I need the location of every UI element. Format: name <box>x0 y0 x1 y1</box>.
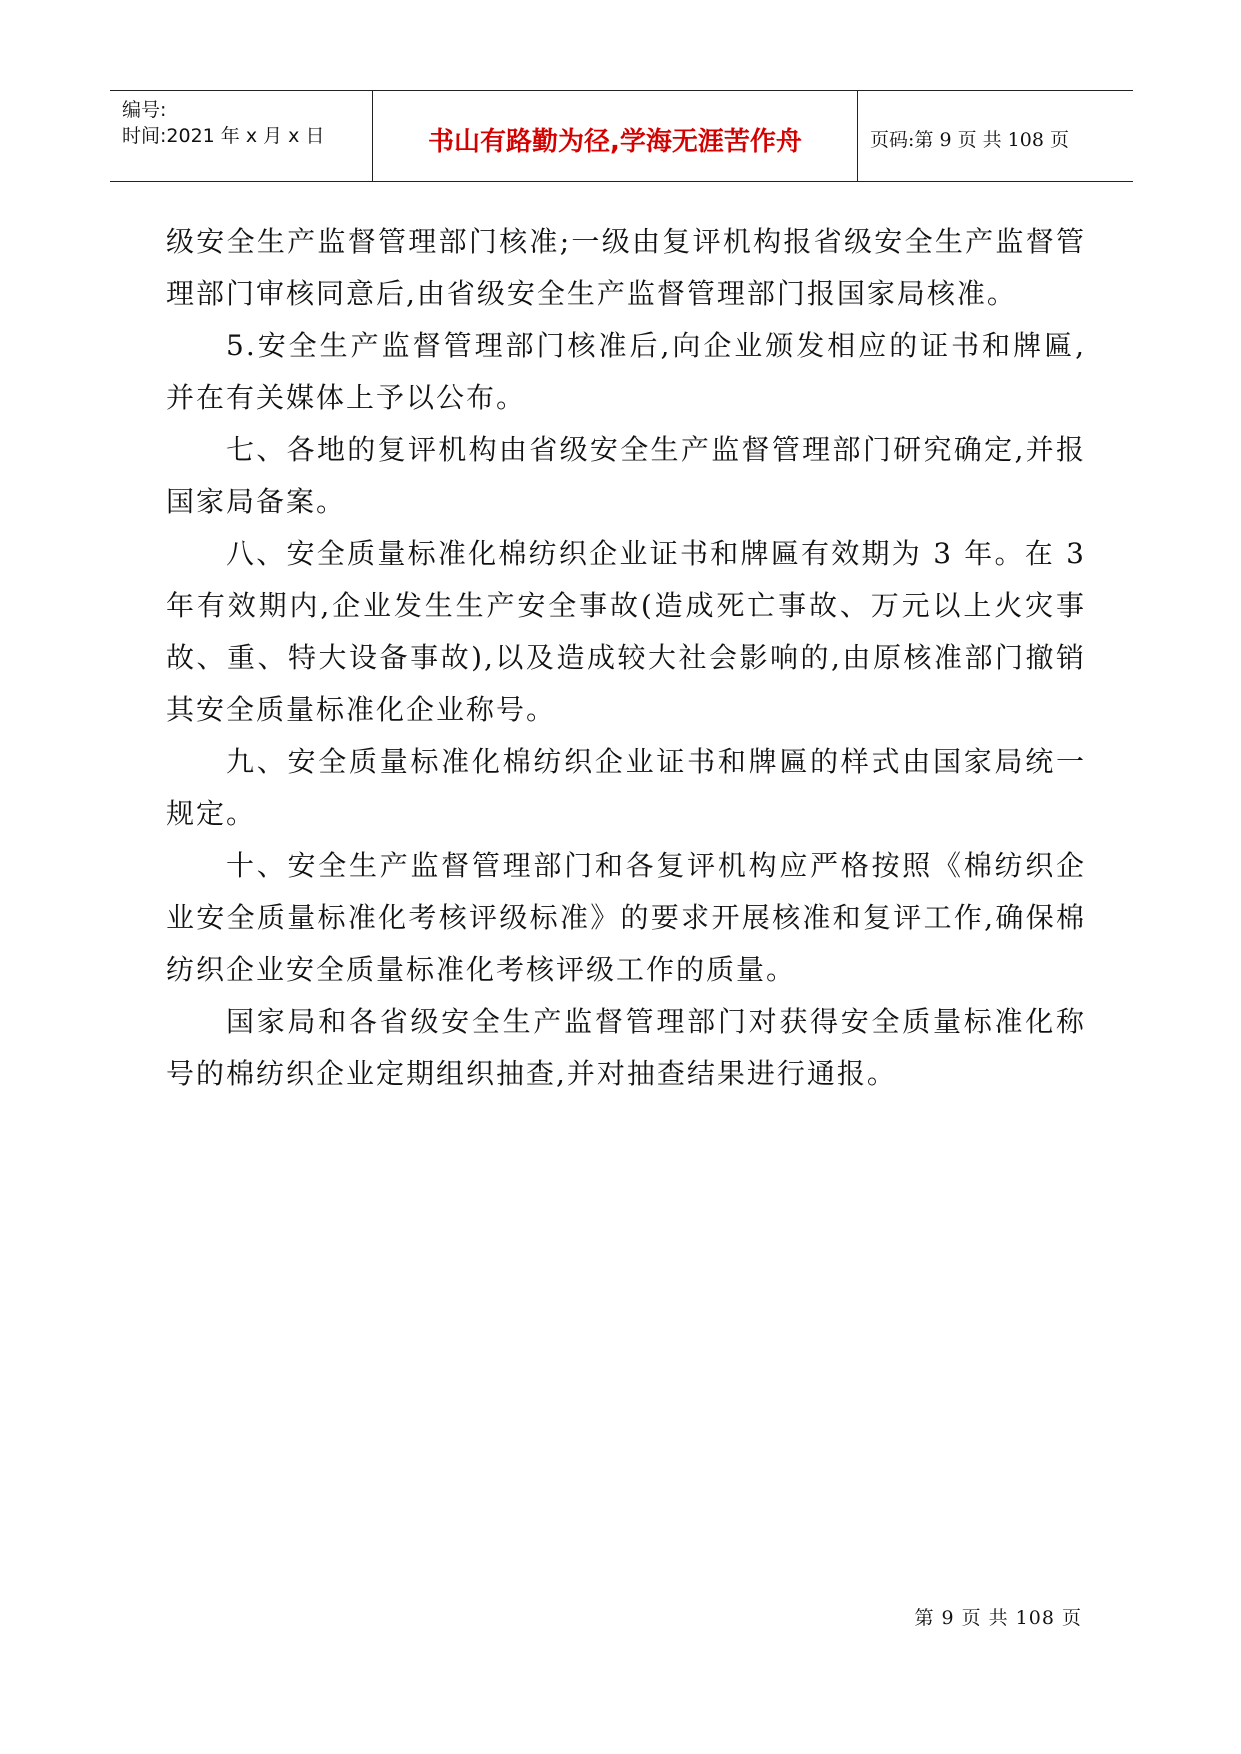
paragraph-section-7: 七、各地的复评机构由省级安全生产监督管理部门研究确定,并报国家局备案。 <box>166 433 1086 518</box>
header-page-info: 页码:第 9 页 共 108 页 <box>870 129 1069 151</box>
header-left-cell <box>110 91 372 181</box>
paragraph-item-5: 5.安全生产监督管理部门核准后,向企业颁发相应的证书和牌匾,并在有关媒体上予以公布。 <box>166 329 1086 414</box>
paragraph-continuation: 级安全生产监督管理部门核准;一级由复评机构报省级安全生产监督管理部门审核同意后,由省级安全生产监督管理部门报国家局核准。 <box>166 225 1086 310</box>
header-motto: 书山有路勤为径,学海无涯苦作舟 <box>428 127 802 157</box>
header-page-cell <box>858 91 1133 181</box>
paragraph-closing: 国家局和各省级安全生产监督管理部门对获得安全质量标准化称号的棉纺织企业定期组织抽查,并对抽查结果进行通报。 <box>166 1005 1086 1090</box>
paragraph-section-10: 十、安全生产监督管理部门和各复评机构应严格按照《棉纺织企业安全质量标准化考核评级标准》的要求开展核准和复评工作,确保棉纺织企业安全质量标准化考核评级工作的质量。 <box>166 849 1086 986</box>
document-body <box>166 216 1086 1100</box>
paragraph-section-8: 八、安全质量标准化棉纺织企业证书和牌匾有效期为 3 年。在 3 年有效期内,企业发生生产安全事故(造成死亡事故、万元以上火灾事故、重、特大设备事故),以及造成较大社会影响的,由原核准部门撤销其安全质量标准化企业称号。 <box>166 537 1086 726</box>
page-footer: 第 9 页 共 108 页 <box>914 1607 1082 1629</box>
document-header <box>110 90 1133 182</box>
header-motto-cell <box>372 91 858 181</box>
document-number-label: 编号: <box>122 99 167 121</box>
paragraph-section-9: 九、安全质量标准化棉纺织企业证书和牌匾的样式由国家局统一规定。 <box>166 745 1086 830</box>
document-time-label: 时间:2021 年 x 月 x 日 <box>122 125 325 147</box>
